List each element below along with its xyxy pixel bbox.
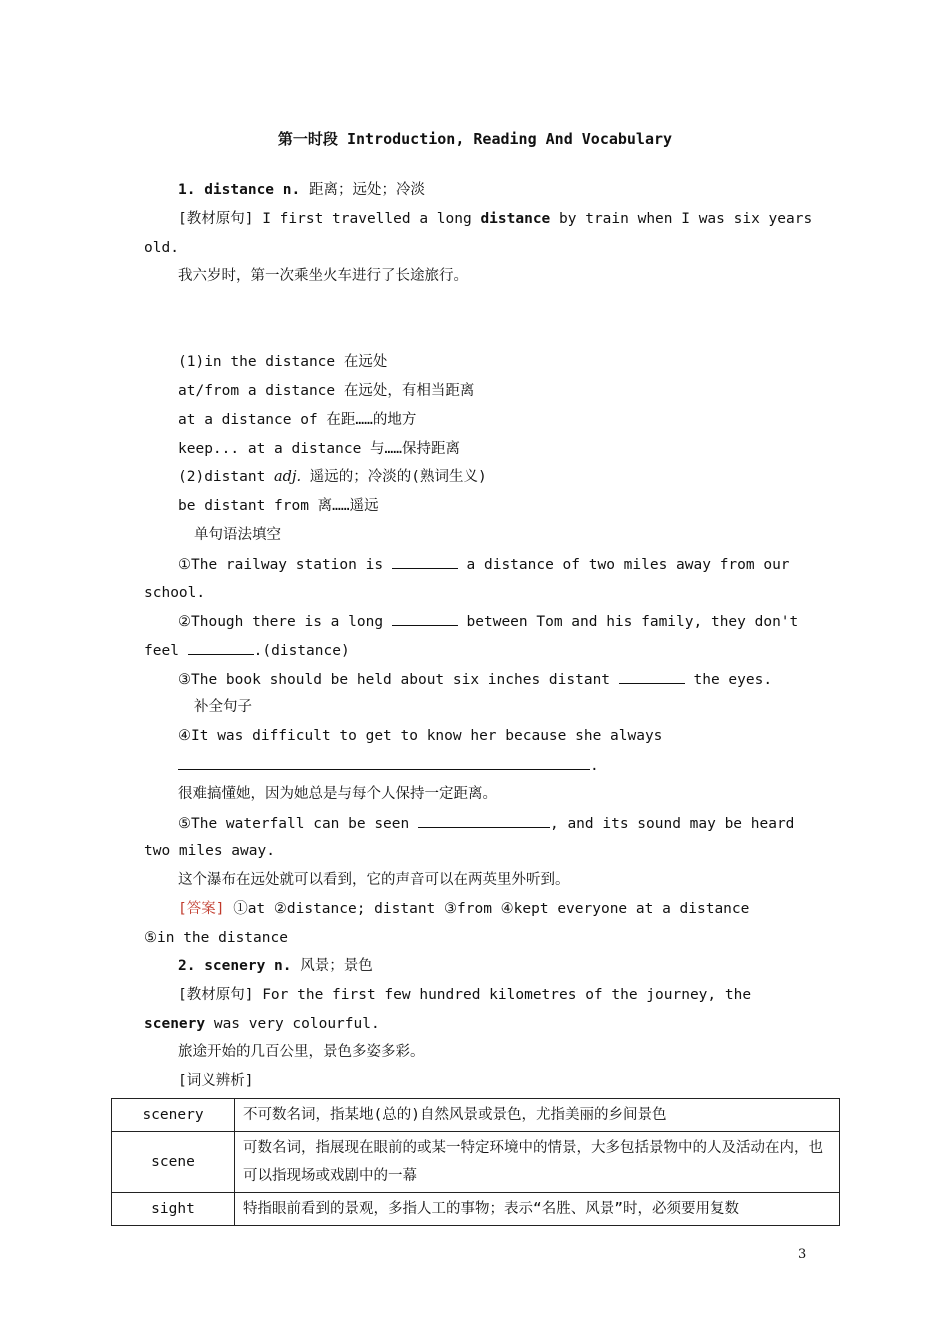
exercise-q5-translation: 这个瀑布在远处就可以看到，它的声音可以在两英里外听到。 xyxy=(178,872,570,888)
textbook-quote: [教材原句] I first travelled a long distance by train when I was six years xyxy=(178,211,813,227)
answer-blank[interactable] xyxy=(392,611,458,626)
exercise-q2-cont: feel .(distance) xyxy=(144,640,350,661)
entry-scenery-heading xyxy=(178,956,373,976)
exercise-heading: 单句语法填空 xyxy=(194,527,281,543)
answer-blank[interactable] xyxy=(619,669,685,684)
exercise-q4: ④It was difficult to get to know her because she always xyxy=(178,728,663,744)
exercise-q4-translation: 很难搞懂她，因为她总是与每个人保持一定距离。 xyxy=(178,786,497,802)
phrase-item: at a distance of 在距……的地方 xyxy=(178,412,417,428)
word-comparison-table xyxy=(111,1098,840,1226)
quote-tag: [教材原句] xyxy=(178,211,254,227)
exercise-q1: ①The railway station is a distance of two miles away from our xyxy=(178,554,790,575)
answer-blank[interactable] xyxy=(178,755,590,770)
entry-distance-heading xyxy=(178,180,425,200)
quote-translation: 我六岁时，第一次乘坐火车进行了长途旅行。 xyxy=(178,268,468,284)
page-number: 3 xyxy=(798,1247,807,1262)
exercise-q4-blank-line: . xyxy=(178,755,599,776)
answer-blank[interactable] xyxy=(418,813,550,828)
headword: 2. scenery n. xyxy=(178,958,292,974)
headword-meaning: 风景；景色 xyxy=(291,958,373,974)
exercise-heading: 补全句子 xyxy=(194,699,252,715)
phrase-item: keep... at a distance 与……保持距离 xyxy=(178,441,461,457)
table-cell-word: scene xyxy=(112,1132,235,1193)
answer-tag: [答案] xyxy=(178,901,225,917)
phrase-item-adj: (2)distant adj. 遥远的；冷淡的(熟词生义) xyxy=(178,469,487,485)
exercise-q3: ③The book should be held about six inches distant the eyes. xyxy=(178,669,772,690)
table-row xyxy=(112,1132,840,1193)
phrase-item: (1)in the distance 在远处 xyxy=(178,354,388,370)
exercise-q5-cont: two miles away. xyxy=(144,843,275,859)
quote-keyword: scenery xyxy=(144,1016,206,1032)
exercise-q2: ②Though there is a long between Tom and his family, they don't xyxy=(178,611,798,632)
answer-key-cont: ⑤in the distance xyxy=(144,930,288,946)
textbook-quote: [教材原句] For the first few hundred kilometres of the journey, the xyxy=(178,987,752,1003)
table-row xyxy=(112,1193,840,1226)
exercise-q5: ⑤The waterfall can be seen , and its sound may be heard xyxy=(178,813,794,834)
table-cell-word: sight xyxy=(112,1193,235,1226)
quote-continuation: old. xyxy=(144,240,179,256)
quote-tag: [教材原句] xyxy=(178,987,254,1003)
quote-keyword: distance xyxy=(480,211,551,227)
table-cell-desc: 可数名词，指展现在眼前的或某一特定环境中的情景，大多包括景物中的人及活动在内，也可以指现场或戏剧中的一幕 xyxy=(235,1132,840,1193)
table-cell-desc: 不可数名词，指某地(总的)自然风景或景色，尤指美丽的乡间景色 xyxy=(235,1099,840,1132)
exercise-q1-cont: school. xyxy=(144,585,206,601)
quote-continuation: scenery was very colourful. xyxy=(144,1016,380,1032)
analysis-heading: [词义辨析] xyxy=(178,1073,254,1089)
table-cell-desc: 特指眼前看到的景观，多指人工的事物；表示“名胜、风景”时，必须要用复数 xyxy=(235,1193,840,1226)
table-cell-word: scenery xyxy=(112,1099,235,1132)
headword-meaning: 距离；远处；冷淡 xyxy=(300,182,425,198)
headword: 1. distance n. xyxy=(178,182,301,198)
quote-translation: 旅途开始的几百公里，景色多姿多彩。 xyxy=(178,1044,425,1060)
answer-key: [答案] ①at ②distance; distant ③from ④kept everyone at a distance xyxy=(178,901,750,917)
answer-blank[interactable] xyxy=(188,640,254,655)
phrase-item: be distant from 离……遥远 xyxy=(178,498,379,514)
answer-blank[interactable] xyxy=(392,554,458,569)
phrase-item: at/from a distance 在远处，有相当距离 xyxy=(178,383,475,399)
section-title: 第一时段 Introduction, Reading And Vocabulary xyxy=(277,130,673,148)
table-row xyxy=(112,1099,840,1132)
